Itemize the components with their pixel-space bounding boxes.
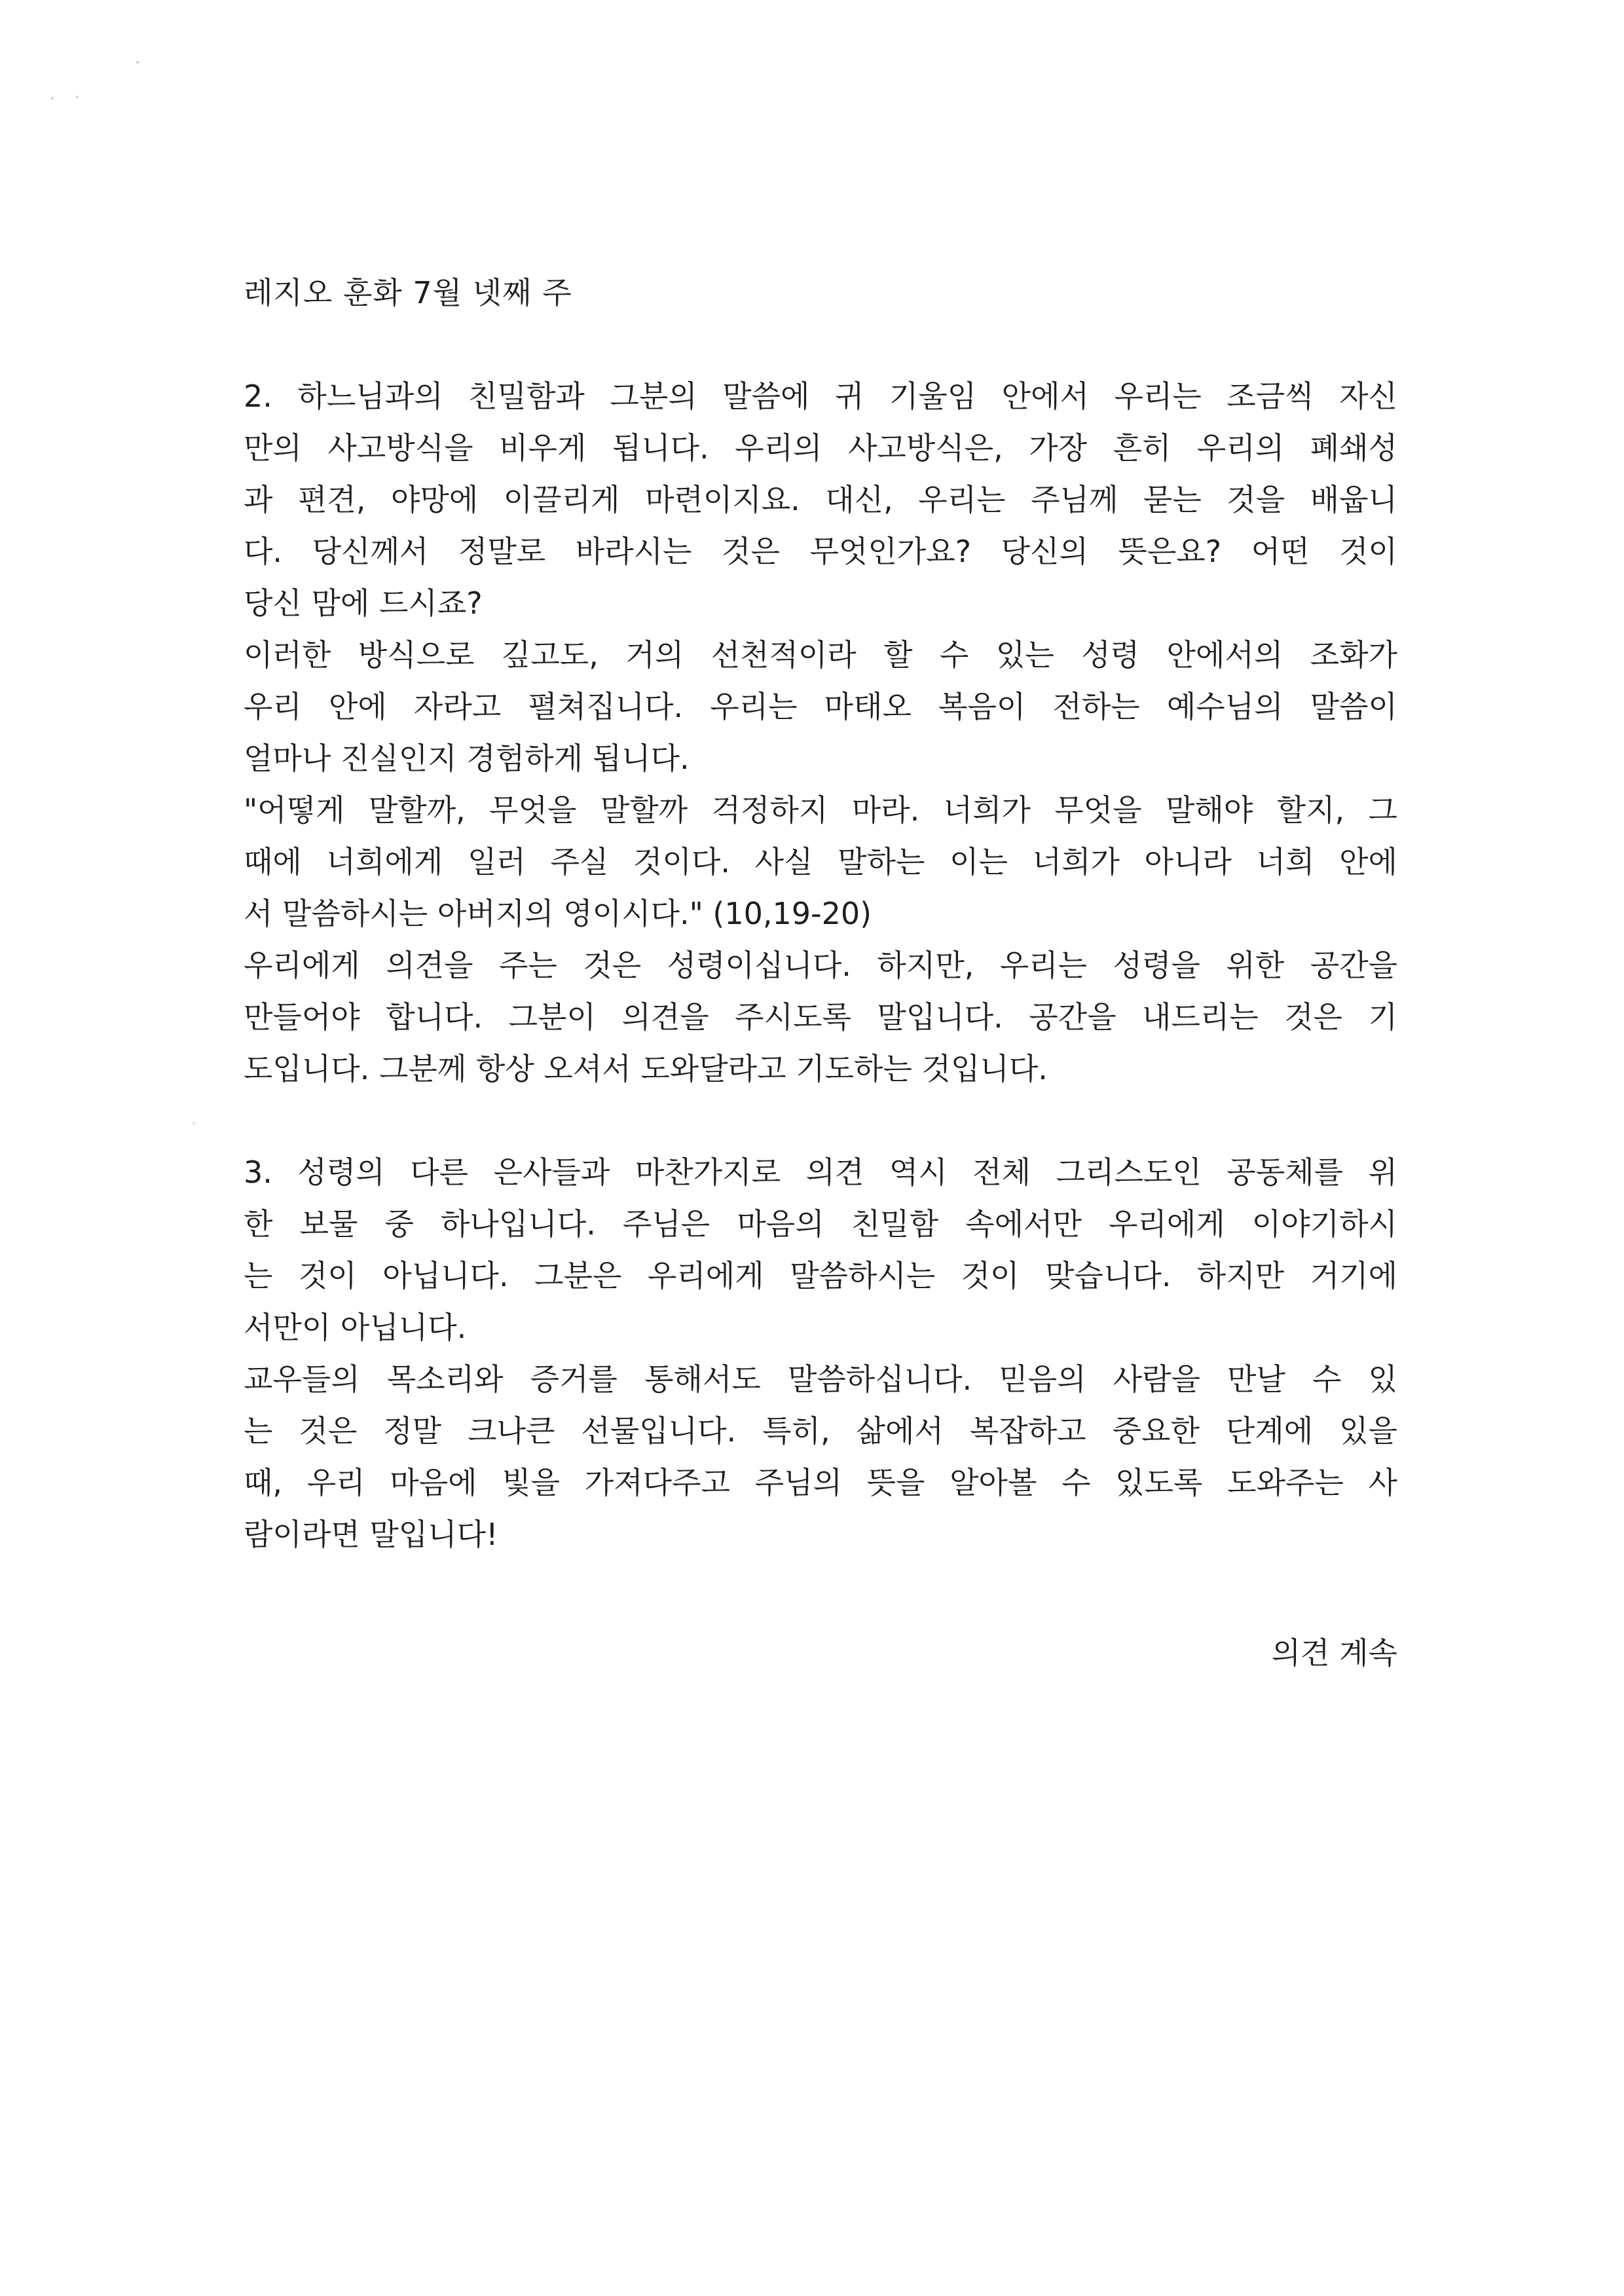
section-3-line: 람이라면 말입니다! — [244, 1517, 498, 1552]
document-footer: 의견 계속 — [1271, 1635, 1397, 1671]
section-2-line: 때에 너희에게 일러 주실 것이다. 사실 말하는 이는 너희가 아니라 너희 안에 — [244, 844, 1397, 880]
section-2-line: 얼마나 진실인지 경험하게 됩니다. — [244, 741, 690, 776]
document-body — [244, 267, 1397, 1561]
section-3-line: 는 것이 아닙니다. 그분은 우리에게 말씀하시는 것이 맞습니다. 하지만 거기에 — [244, 1258, 1397, 1293]
section-2-line: 과 편견, 야망에 이끌리게 마련이지요. 대신, 우리는 주님께 묻는 것을 배웁니 — [244, 482, 1397, 517]
section-3 — [244, 1147, 1397, 1561]
section-2 — [244, 371, 1397, 1095]
section-2-line: 도입니다. 그분께 항상 오셔서 도와달라고 기도하는 것입니다. — [244, 1051, 1048, 1086]
section-3-line: 3. 성령의 다른 은사들과 마찬가지로 의견 역시 전체 그리스도인 공동체를 위 — [244, 1155, 1397, 1190]
section-2-line: 이러한 방식으로 깊고도, 거의 선천적이라 할 수 있는 성령 안에서의 조화가 — [244, 637, 1397, 673]
section-2-line: 서 말씀하시는 아버지의 영이시다." (10,19-20) — [244, 896, 872, 931]
section-3-line: 는 것은 정말 크나큰 선물입니다. 특히, 삶에서 복잡하고 중요한 단계에 있을 — [244, 1413, 1397, 1449]
section-3-line: 교우들의 목소리와 증거를 통해서도 말씀하십니다. 믿음의 사람을 만날 수 있 — [244, 1361, 1397, 1397]
section-2-line: 만들어야 합니다. 그분이 의견을 주시도록 말입니다. 공간을 내드리는 것은 기 — [244, 999, 1397, 1035]
section-2-line: 우리에게 의견을 주는 것은 성령이십니다. 하지만, 우리는 성령을 위한 공간을 — [244, 948, 1397, 983]
section-3-line: 때, 우리 마음에 빛을 가져다주고 주님의 뜻을 알아볼 수 있도록 도와주는 사 — [244, 1465, 1397, 1500]
section-2-line: 만의 사고방식을 비우게 됩니다. 우리의 사고방식은, 가장 흔히 우리의 폐쇄성 — [244, 430, 1397, 466]
section-3-line: 한 보물 중 하나입니다. 주님은 마음의 친밀함 속에서만 우리에게 이야기하시 — [244, 1206, 1397, 1242]
document-header: 레지오 훈화 7월 넷째 주 — [244, 275, 572, 310]
section-2-line: "어떻게 말할까, 무엇을 말할까 걱정하지 마라. 너희가 무엇을 말해야 할지, 그 — [244, 792, 1397, 828]
section-2-line: 우리 안에 자라고 펼쳐집니다. 우리는 마태오 복음이 전하는 예수님의 말씀이 — [244, 689, 1397, 724]
section-2-line: 당신 맘에 드시죠? — [244, 585, 483, 621]
section-2-line: 2. 하느님과의 친밀함과 그분의 말씀에 귀 기울임 안에서 우리는 조금씩 자신 — [244, 379, 1397, 414]
section-2-line: 다. 당신께서 정말로 바라시는 것은 무엇인가요? 당신의 뜻은요? 어떤 것이 — [244, 534, 1397, 569]
section-3-line: 서만이 아닙니다. — [244, 1310, 467, 1345]
